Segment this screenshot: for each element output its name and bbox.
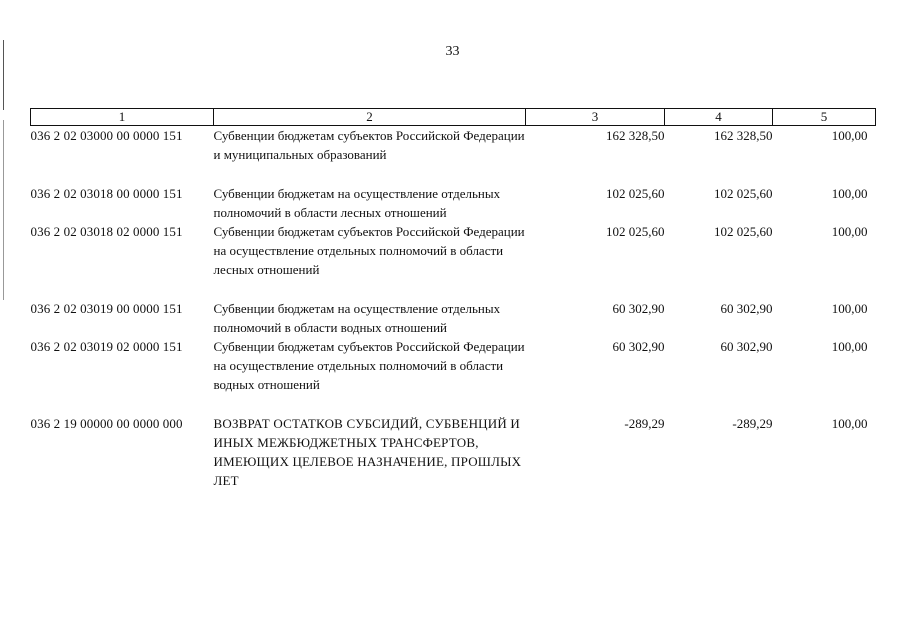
table-row: [31, 414, 876, 490]
row-name: Субвенции бюджетам субъектов Российской Федерации на осуществление отдельных полномочий в области водных отношений: [213, 339, 525, 392]
row-code: 036 2 02 03019 02 0000 151: [30, 339, 183, 354]
row-code: 036 2 19 00000 00 0000 000: [30, 416, 183, 431]
row-col5: 100,00: [831, 339, 868, 354]
row-col3: 60 302,90: [612, 339, 665, 354]
scan-edge-mark: [3, 120, 4, 300]
row-col4: 60 302,90: [720, 339, 773, 354]
table-row: [31, 126, 876, 165]
row-name: Субвенции бюджетам субъектов Российской Федерации и муниципальных образований: [213, 128, 525, 162]
row-col5: 100,00: [831, 301, 868, 316]
table-row: [31, 222, 876, 279]
row-col3: -289,29: [624, 416, 665, 431]
row-col3: 102 025,60: [606, 186, 665, 201]
row-col3: 102 025,60: [606, 224, 665, 239]
row-code: 036 2 02 03000 00 0000 151: [30, 128, 183, 143]
row-name: Субвенции бюджетам на осуществление отдельных полномочий в области водных отношений: [213, 301, 501, 335]
page-number: 33: [445, 44, 460, 59]
row-col3: 60 302,90: [612, 301, 665, 316]
row-col5: 100,00: [831, 128, 868, 143]
table-row: [31, 299, 876, 337]
row-name: ВОЗВРАТ ОСТАТКОВ СУБСИДИЙ, СУБВЕНЦИЙ И ИНЫХ МЕЖБЮДЖЕТНЫХ ТРАНСФЕРТОВ, ИМЕЮЩИХ ЦЕЛЕВОЕ НАЗНАЧЕНИЕ, ПРОШЛЫХ ЛЕТ: [213, 416, 522, 488]
table-row: [31, 184, 876, 222]
row-col4: 60 302,90: [720, 301, 773, 316]
column-header-1: 1: [31, 109, 214, 126]
row-code: 036 2 02 03019 00 0000 151: [30, 301, 183, 316]
row-col4: 102 025,60: [714, 224, 773, 239]
row-spacer: [31, 394, 876, 414]
row-col4: 162 328,50: [714, 128, 773, 143]
budget-table: [30, 108, 876, 490]
row-spacer: [31, 164, 876, 184]
row-code: 036 2 02 03018 00 0000 151: [30, 186, 183, 201]
row-col4: 102 025,60: [714, 186, 773, 201]
column-header-5: 5: [773, 109, 876, 126]
row-name: Субвенции бюджетам субъектов Российской Федерации на осуществление отдельных полномочий в области лесных отношений: [213, 224, 525, 277]
row-spacer: [31, 279, 876, 299]
row-col5: 100,00: [831, 416, 868, 431]
row-col4: -289,29: [732, 416, 773, 431]
row-name: Субвенции бюджетам на осуществление отдельных полномочий в области лесных отношений: [213, 186, 501, 220]
table-row: [31, 337, 876, 394]
row-col5: 100,00: [831, 186, 868, 201]
column-header-3: 3: [526, 109, 665, 126]
row-code: 036 2 02 03018 02 0000 151: [30, 224, 183, 239]
row-col3: 162 328,50: [606, 128, 665, 143]
row-col5: 100,00: [831, 224, 868, 239]
header-row: [31, 109, 876, 126]
column-header-4: 4: [665, 109, 773, 126]
column-header-2: 2: [214, 109, 526, 126]
